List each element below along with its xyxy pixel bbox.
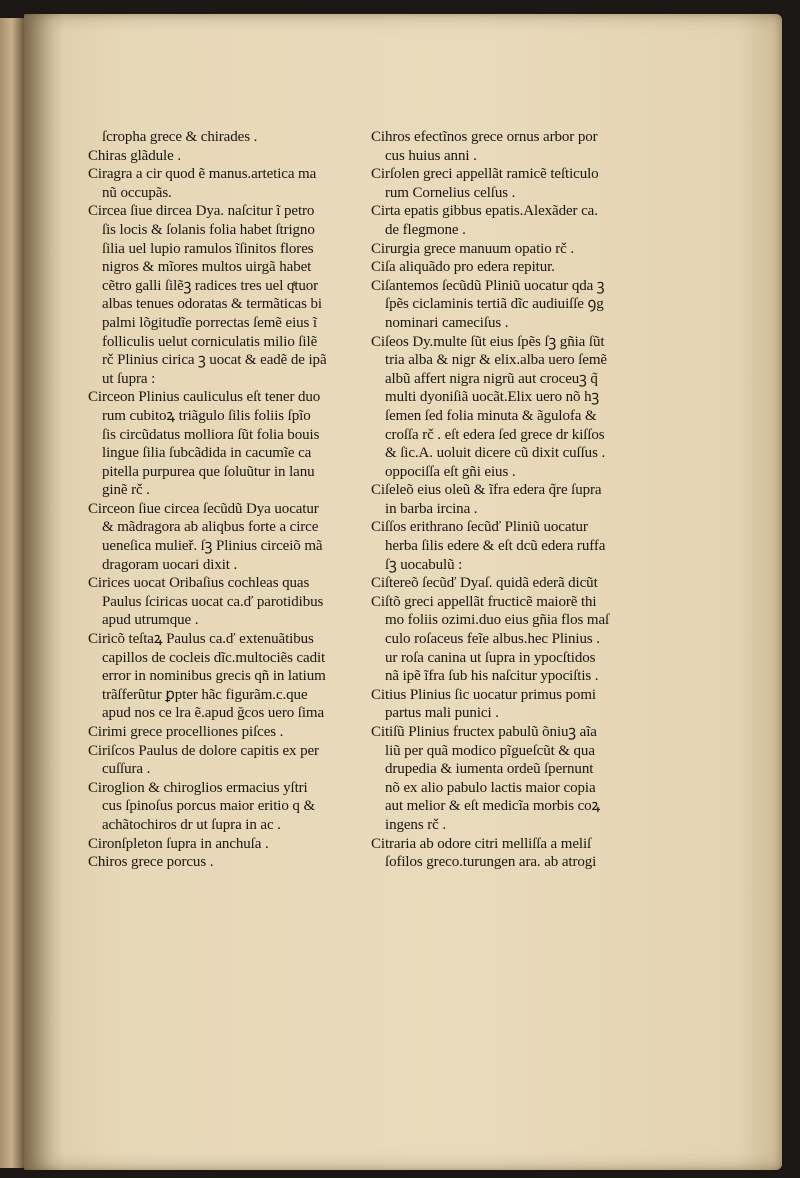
text-line: culo roſaceus feĩe albus.hec Plinius . xyxy=(385,631,600,648)
text-line: rum cubitoꝝ triãgulo ſilis foliis ſpĩo xyxy=(102,407,311,424)
text-line: ſofilos greco.turungen ara. ab atrogi xyxy=(385,854,597,871)
text-line: ginẽ rč . xyxy=(102,482,150,499)
text-line: aut melior & eſt medicĩa morbis coꝝ xyxy=(385,798,601,815)
text-line: cus ſpinoſus porcus maior eritio q & xyxy=(102,798,316,815)
text-line: herba ſilis edere & eſt dcũ edera ruffa xyxy=(385,538,606,555)
text-line: Chiros grece porcus . xyxy=(88,854,214,871)
text-line: ueneſica mulieř. ſꝫ Plinius circeiõ mã xyxy=(102,538,323,555)
text-line: Ciragra a cir quod ẽ manus.artetica ma xyxy=(88,166,317,183)
text-line: lingue ſilia ſubcãdida in cacumĩe ca xyxy=(102,445,312,462)
previous-page-edge xyxy=(0,18,26,1168)
text-line: nigros & mĩores multos uirgã habet xyxy=(102,259,312,276)
left-text-column xyxy=(88,128,358,872)
text-line: liũ per quã modico pĩgueſcũt & qua xyxy=(385,742,595,759)
text-line: de flegmone . xyxy=(385,221,466,238)
text-line: Circeon ſiue circea ſecũdũ Dya uocatur xyxy=(88,500,319,517)
text-line: ſis locis & ſolanis folia habet ſtrigno xyxy=(102,221,315,238)
text-line: ſꝫ uocabulũ : xyxy=(385,556,463,573)
text-line: multi dyoniſiã uocãt.Elix uero nõ hꝫ xyxy=(385,389,600,406)
text-line: folliculis uelut corniculatis milio ſilẽ xyxy=(102,333,318,350)
text-line: & ſic.A. uoluit dicere cũ dixit cuſſus . xyxy=(385,445,606,462)
text-line: albũ affert nigra nigrũ aut croceuꝫ q̃ xyxy=(385,370,598,387)
text-line: oppociſſa eſt gñi eius . xyxy=(385,463,516,480)
text-line: Ciriſcos Paulus de dolore capitis ex per xyxy=(88,742,319,759)
text-line: Citraria ab odore citri melliſſa a meliſ xyxy=(371,835,592,852)
text-line: Circea ſiue dircea Dya. naſcitur ĩ petro xyxy=(88,203,315,220)
text-line: Cihros efectĩnos grece ornus arbor por xyxy=(371,129,598,145)
text-line: Citiſũ Plinius fructex pabulũ õniuꝫ aĩa xyxy=(371,724,597,740)
text-line: albas tenues odoratas & termãticas bi xyxy=(102,296,322,313)
text-line: cus huius anni . xyxy=(385,147,477,164)
text-line: apud nos ce lra ẽ.apud ğcos uero ſima xyxy=(102,705,325,722)
text-line: ſcropha grece & chirades . xyxy=(102,129,258,145)
text-line: nã ipẽ ĩfra ſub his naſcitur ypociſtis . xyxy=(385,668,599,685)
text-line: Ciſtõ greci appellãt fructicẽ maiorẽ thi xyxy=(371,593,597,610)
text-line: ſilia uel lupio ramulos ĩſinitos flores xyxy=(102,240,314,257)
text-line: nõ ex alio pabulo lactis maior copia xyxy=(385,779,596,796)
text-line: ſis circũdatus molliora ſũt folia bouis xyxy=(102,426,320,443)
text-line: ingens rč . xyxy=(385,816,446,833)
text-line: Ciſſos erithrano ſecũď Pliniũ uocatur xyxy=(371,519,588,536)
text-line: Chiras glãdule . xyxy=(88,147,181,164)
text-line: Cirimi grece procelliones piſces . xyxy=(88,724,284,740)
text-line: Ciroglion & chiroglios ermacius yſtri xyxy=(88,779,308,796)
text-line: ur roſa canina ut ſupra in ypocſtidos xyxy=(385,649,596,666)
text-line: Ciſtereõ ſecũď Dyaſ. quidã ederã dicũt xyxy=(371,575,598,592)
text-line: drupedia & iumenta ordeũ ſpernunt xyxy=(385,761,594,778)
text-line: error in nominibus grecis qñ in latium xyxy=(102,668,326,685)
text-line: Cirurgia grece manuum opatio rč . xyxy=(371,240,575,257)
text-line: rum Cornelius celſus . xyxy=(385,184,516,201)
text-line: cuſſura . xyxy=(102,761,151,778)
text-line: dragoram uocari dixit . xyxy=(102,556,238,573)
text-line: Ciſeleõ eius oleũ & ĩfra edera q̃re ſupra xyxy=(371,482,602,499)
right-text-column xyxy=(371,128,641,872)
text-line: Ciſeos Dy.multe ſũt eius ſpẽs ſꝫ gñia ſũt xyxy=(371,333,605,350)
text-line: achãtochiros dr ut ſupra in ac . xyxy=(102,816,281,833)
text-line: Cirſolen greci appellãt ramicẽ teſticulo xyxy=(371,166,599,183)
text-line: trãſferũtur ꝑpter hãc figurãm.c.que xyxy=(102,686,308,703)
text-line: croſſa rč . eſt edera ſed grece dr kiſſos xyxy=(385,426,605,443)
text-line: Ciſa aliquãdo pro edera repitur. xyxy=(371,259,555,276)
text-line: cẽtro galli ſilẽꝫ radices tres uel qͭtuor xyxy=(102,277,319,294)
text-line: Citius Plinius ſic uocatur primus pomi xyxy=(371,686,596,703)
text-line: Circeon Plinius cauliculus eſt tener duo xyxy=(88,389,321,406)
text-line: ſemen ſed folia minuta & ãgulofa & xyxy=(385,407,597,424)
text-line: & mãdragora ab aliqbus forte a circe xyxy=(102,519,319,536)
text-line: partus mali punici . xyxy=(385,705,499,722)
text-line: apud utrumque . xyxy=(102,612,199,629)
text-line: nominari cameciſus . xyxy=(385,314,509,331)
text-line: mo foliis ozimi.duo eius gñia flos maſ xyxy=(385,612,610,629)
text-line: Cironſpleton ſupra in anchuſa . xyxy=(88,835,269,852)
text-line: ut ſupra : xyxy=(102,370,156,387)
text-line: Cirta epatis gibbus epatis.Alexãder ca. xyxy=(371,203,598,220)
text-line: ſpẽs ciclaminis tertiã dĩc audiuiſſe ꝯg xyxy=(385,296,604,313)
text-line: in barba ircina . xyxy=(385,500,478,517)
text-line: Ciricõ teſtaꝝ Paulus ca.ď extenuãtibus xyxy=(88,631,314,648)
text-line: Cirices uocat Oribaſius cochleas quas xyxy=(88,575,310,592)
text-line: Ciſantemos ſecũdũ Pliniũ uocatur qda ꝫ xyxy=(371,277,605,294)
text-line: pitella purpurea que ſoluũtur in lanu xyxy=(102,463,315,480)
text-line: rč Plinius cirica ꝫ uocat & eadẽ de ipã xyxy=(102,352,327,369)
text-line: tria alba & nigr & elix.alba uero ſemẽ xyxy=(385,352,607,369)
text-line: Paulus ſciricas uocat ca.ď parotidibus xyxy=(102,593,324,610)
text-line: nũ occupãs. xyxy=(102,184,172,201)
text-line: palmi lõgitudĩe porrectas ſemẽ eius ĩ xyxy=(102,314,317,331)
text-line: capillos de cocleis dĩc.multociẽs cadit xyxy=(102,649,326,666)
